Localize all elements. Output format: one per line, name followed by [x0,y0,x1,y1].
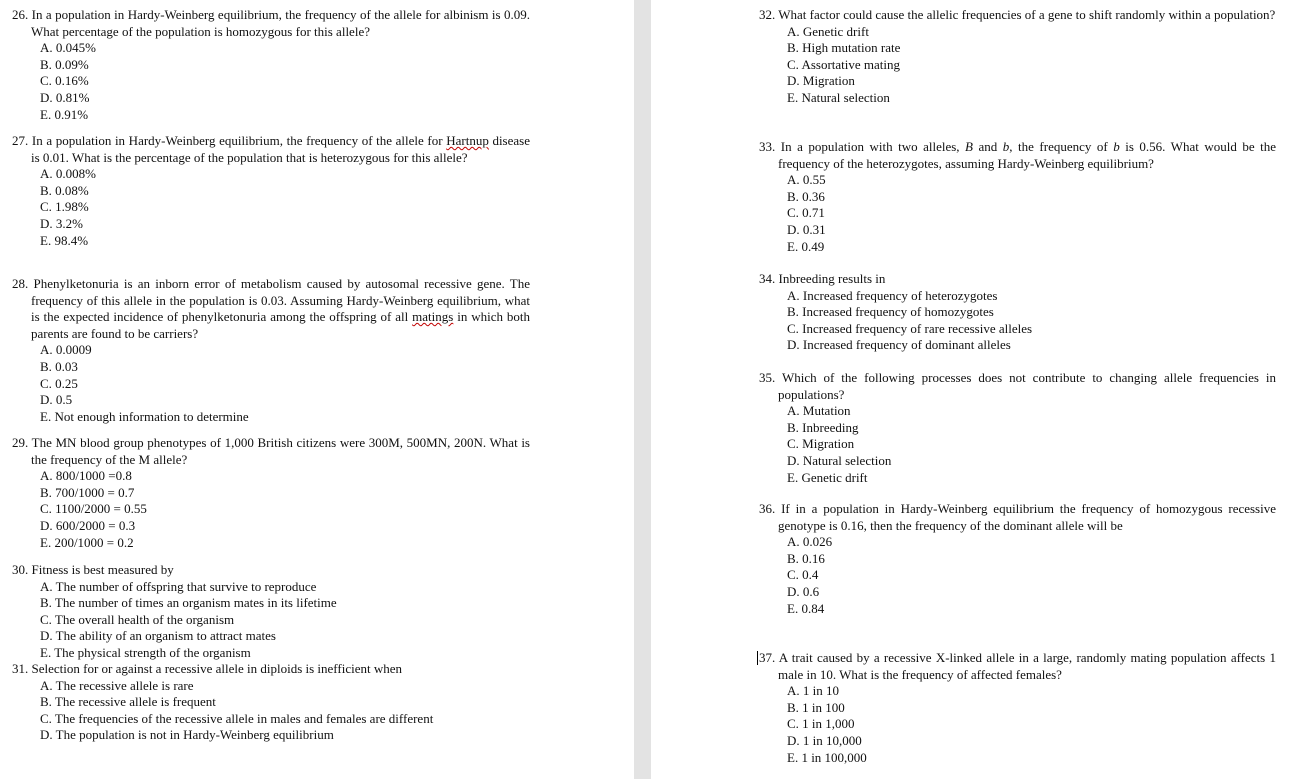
option-e: E. 0.91% [40,106,89,122]
stem-text: in which both parents are found to be carriers? [31,309,530,341]
spellcheck-marked-word[interactable]: Hartnup [446,133,489,148]
option-d: D. 3.2% [40,215,83,231]
question-stem: 34. Inbreeding results in [759,271,886,286]
option-a: A. The recessive allele is rare [40,677,194,693]
option-d: D. 0.6 [787,583,820,599]
option-a: A. Genetic drift [787,23,869,39]
option-a: A. 0.0009 [40,342,92,358]
option-c: C. Increased frequency of rare recessive alleles [787,320,1033,336]
option-b: B. High mutation rate [787,40,901,56]
question-36 [759,501,1276,617]
stem-text: disease is 0.01. What is the percentage of the population that is heterozygous for this allele? [31,133,530,165]
question-stem: 37. A trait caused by a recessive X-linked allele in a large, randomly mating population affects 1 male in 10. What is the frequency of affected females? [759,650,1276,682]
option-b: B. 0.16 [787,550,825,566]
text-cursor [757,651,758,665]
option-d: D. The population is not in Hardy-Weinberg equilibrium [40,727,334,743]
option-b: B. 0.08% [40,182,89,198]
option-a: A. 1 in 10 [787,683,839,699]
question-29 [12,435,530,551]
option-c: C. Assortative mating [787,56,901,72]
option-b: B. 1 in 100 [787,699,845,715]
stem-text: 28. Phenylketonuria is an inborn error of metabolism caused by autosomal recessive gene. The frequency of this allele in the population is 0.03. Assuming Hardy-Weinberg equilibrium, what is the expected incidence of phenylketonuria among the offspring of all [12,276,530,325]
stem-text: , the frequency of [1009,139,1114,154]
option-d: D. 1 in 10,000 [787,732,862,748]
option-d: D. 600/2000 = 0.3 [40,517,136,533]
question-34 [759,271,1276,354]
question-33 [759,139,1276,255]
option-c: C. 1100/2000 = 0.55 [40,501,147,517]
question-stem [759,139,1276,172]
option-b: B. The recessive allele is frequent [40,694,216,710]
option-c: C. 1 in 1,000 [787,716,855,732]
option-c: C. 0.71 [787,205,825,221]
option-d: D. 0.81% [40,89,90,105]
question-26 [12,7,530,123]
page-gutter [634,0,651,779]
question-28 [12,276,530,425]
option-a: A. 0.045% [40,40,96,56]
option-c: C. The frequencies of the recessive allele in males and females are different [40,710,434,726]
option-e: E. The physical strength of the organism [40,644,251,660]
option-e: E. Genetic drift [787,469,868,485]
option-b: B. 0.03 [40,358,78,374]
stem-text: is 0.56. What would be the frequency of the heterozygotes, assuming Hardy-Weinberg equilibrium? [778,139,1276,171]
question-31 [12,661,530,744]
question-stem: 29. The MN blood group phenotypes of 1,000 British citizens were 300M, 500MN, 200N. What is the frequency of the M allele? [12,435,530,467]
spellcheck-marked-word[interactable]: matings [412,309,454,325]
option-c: C. 1.98% [40,199,89,215]
question-stem [12,133,530,166]
option-b: B. The number of times an organism mates in its lifetime [40,595,337,611]
option-d: D. Migration [787,73,855,89]
question-stem: 36. If in a population in Hardy-Weinberg equilibrium the frequency of homozygous recessive genotype is 0.16, then the frequency of the dominant allele will be [759,501,1276,533]
option-e: E. 0.49 [787,238,825,254]
allele-symbol: B [965,139,973,154]
option-d: D. Increased frequency of dominant alleles [787,337,1011,353]
option-b: B. 0.36 [787,188,825,204]
question-30 [12,562,530,662]
option-e: E. Natural selection [787,89,890,105]
option-a: A. 0.026 [787,534,833,550]
question-35 [759,370,1276,486]
option-c: C. The overall health of the organism [40,611,235,627]
question-stem: 30. Fitness is best measured by [12,562,174,577]
option-e: E. 200/1000 = 0.2 [40,534,134,550]
question-stem: 32. What factor could cause the allelic frequencies of a gene to shift randomly within a population? [759,7,1276,22]
question-stem [12,276,530,342]
question-32 [759,7,1276,107]
document-page-left [0,0,634,779]
question-37 [759,650,1276,766]
option-e: E. 0.84 [787,600,825,616]
option-a: A. 0.55 [787,172,826,188]
option-c: C. 0.16% [40,73,89,89]
question-27 [12,133,530,249]
question-stem: 31. Selection for or against a recessive allele in diploids is inefficient when [12,661,403,676]
option-a: A. 800/1000 =0.8 [40,468,132,484]
option-b: B. Increased frequency of homozygotes [787,304,994,320]
option-c: C. 0.25 [40,375,78,391]
option-b: B. 0.09% [40,56,89,72]
allele-symbol: b [1002,139,1010,154]
option-a: A. Increased frequency of heterozygotes [787,287,998,303]
option-a: A. 0.008% [40,166,96,182]
option-a: A. The number of offspring that survive to reproduce [40,578,317,594]
option-e: E. 98.4% [40,232,89,248]
option-d: D. 0.5 [40,392,73,408]
stem-text: and [973,139,1003,154]
option-c: C. Migration [787,436,855,452]
option-d: D. Natural selection [787,452,892,468]
option-a: A. Mutation [787,403,851,419]
option-b: B. Inbreeding [787,419,859,435]
option-d: D. The ability of an organism to attract mates [40,628,276,644]
stem-text: 33. In a population with two alleles, [759,139,966,154]
option-e: E. 1 in 100,000 [787,749,867,765]
allele-symbol: b [1113,139,1120,154]
question-stem: 35. Which of the following processes does not contribute to changing allele frequencies in populations? [759,370,1276,402]
stem-text: 27. In a population in Hardy-Weinberg equilibrium, the frequency of the allele for [12,133,447,148]
option-b: B. 700/1000 = 0.7 [40,484,135,500]
document-page-right [651,0,1290,779]
option-e: E. Not enough information to determine [40,408,249,424]
question-stem: 26. In a population in Hardy-Weinberg equilibrium, the frequency of the allele for albinism is 0.09. What percentage of the population is homozygous for this allele? [12,7,530,39]
option-c: C. 0.4 [787,567,819,583]
option-d: D. 0.31 [787,221,826,237]
